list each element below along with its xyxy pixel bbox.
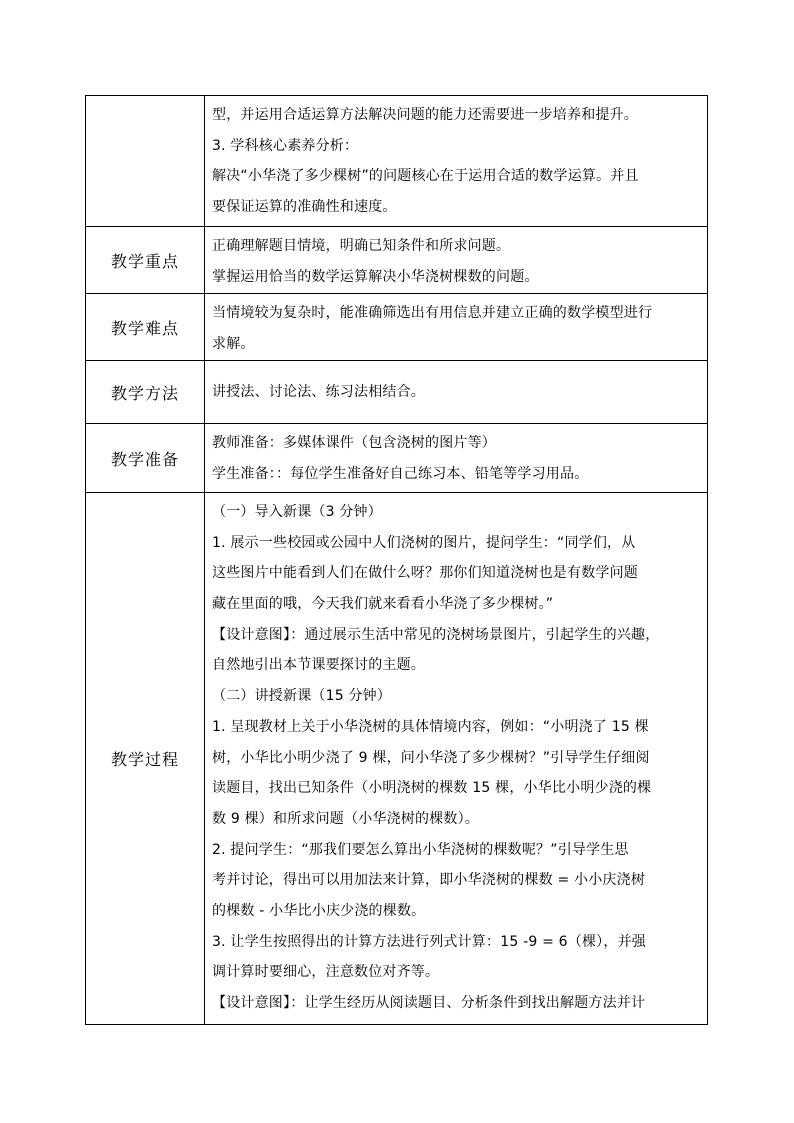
content-line: 求解。	[212, 335, 255, 352]
content-line: 学生准备：：每位学生准备好自己练习本、铅笔等学习用品。	[212, 465, 589, 482]
table-row-process	[86, 493, 708, 1025]
content-line: 解决“小华浇了多少棵树”的问题核心在于运用合适的数学运算。并且	[212, 168, 639, 185]
content-line: 数 9 棵）和所求问题（小华浇树的棵数）。	[212, 810, 480, 827]
row-label	[86, 96, 205, 227]
content-line: 2. 提问学生：“那我们要怎么算出小华浇树的棵数呢？”引导学生思	[212, 841, 629, 858]
row-content	[205, 227, 708, 294]
content-line: 考并讨论，得出可以用加法来计算，即小华浇树的棵数 = 小小庆浇树	[212, 872, 646, 889]
content-line: 讲授法、讨论法、练习法相结合。	[212, 383, 425, 400]
content-line: 教师准备：多媒体课件（包含浇树的图片等）	[212, 435, 496, 451]
content-line: 要保证运算的准确性和速度。	[212, 199, 397, 216]
table-row-difficulties	[86, 294, 708, 361]
row-content	[205, 493, 708, 1025]
row-content	[205, 96, 708, 227]
content-line: 1. 呈现教材上关于小华浇树的具体情境内容，例如：“小明浇了 15 棵	[212, 718, 649, 735]
row-label: 教学准备	[86, 424, 205, 493]
content-line: 树，小华比小明少浇了 9 棵，问小华浇了多少棵树？”引导学生仔细阅	[212, 749, 650, 766]
content-line: 这些图片中能看到人们在做什么呀？那你们知道浇树也是有数学问题	[212, 565, 638, 582]
content-line: 自然地引出本节课要探讨的主题。	[212, 657, 425, 674]
lesson-plan-table	[85, 95, 708, 1025]
content-line: （二）讲授新课（15 分钟）	[212, 688, 392, 705]
table-row-intro-continued	[86, 96, 708, 227]
content-line: （一）导入新课（3 分钟）	[212, 504, 382, 520]
table-row-methods	[86, 361, 708, 424]
content-line: 的棵数 - 小华比小庆少浇的棵数。	[212, 902, 426, 919]
row-label: 教学难点	[86, 294, 205, 361]
row-content	[205, 424, 708, 493]
row-content	[205, 294, 708, 361]
content-line: 正确理解题目情境，明确已知条件和所求问题。	[212, 238, 511, 254]
content-line: 掌握运用恰当的数学运算解决小华浇树棵数的问题。	[212, 268, 539, 285]
row-content	[205, 361, 708, 424]
content-line: 【设计意图】：让学生经历从阅读题目、分析条件到找出解题方法并计	[212, 995, 646, 1011]
content-line: 【设计意图】：通过展示生活中常见的浇树场景图片，引起学生的兴趣，	[212, 626, 660, 643]
content-line: 3. 让学生按照得出的计算方法进行列式计算：15 -9 = 6（棵），并强	[212, 933, 646, 950]
content-line: 调计算时要细心，注意数位对齐等。	[212, 964, 440, 981]
table-row-key-points	[86, 227, 708, 294]
content-line: 藏在里面的哦，今天我们就来看看小华浇了多少棵树。”	[212, 596, 554, 613]
content-line: 型，并运用合适运算方法解决问题的能力还需要进一步培养和提升。	[212, 107, 638, 123]
content-line: 当情境较为复杂时，能准确筛选出有用信息并建立正确的数学模型进行	[212, 305, 653, 321]
row-label: 教学过程	[86, 493, 205, 1025]
table-row-preparation	[86, 424, 708, 493]
row-label: 教学重点	[86, 227, 205, 294]
content-line: 3. 学科核心素养分析：	[212, 137, 359, 154]
content-line: 1. 展示一些校园或公园中人们浇树的图片，提问学生：“同学们，从	[212, 534, 636, 551]
row-label: 教学方法	[86, 361, 205, 424]
content-line: 读题目，找出已知条件（小明浇树的棵数 15 棵，小华比小明少浇的棵	[212, 780, 652, 797]
